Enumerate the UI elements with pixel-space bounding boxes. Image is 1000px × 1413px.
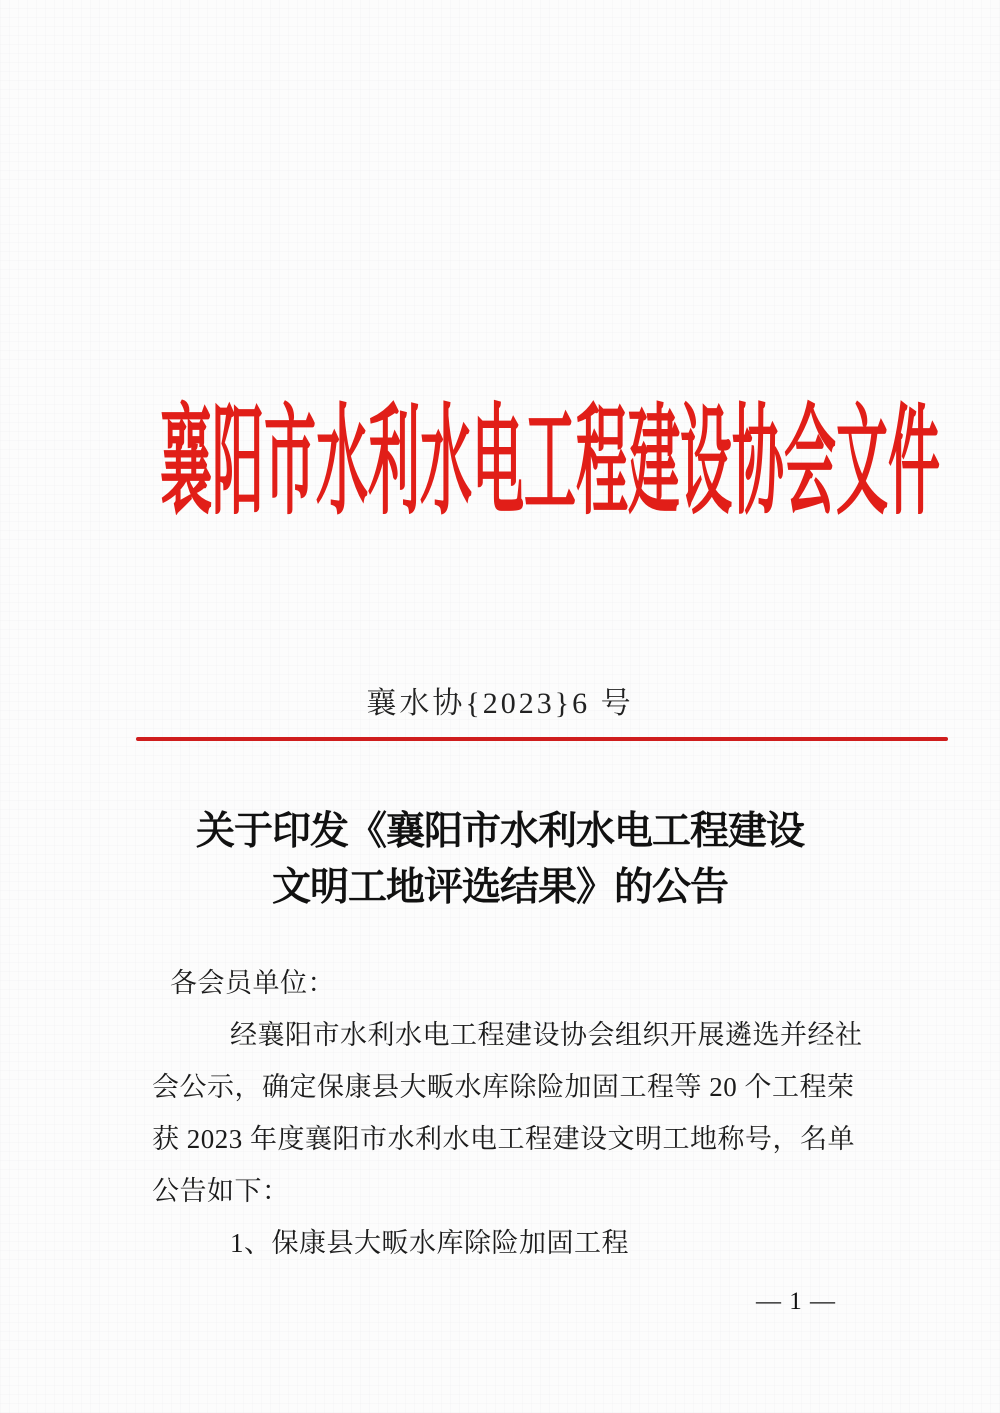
- document-body: [152, 957, 868, 1269]
- document-title-line-2: 文明工地评选结果》的公告: [271, 866, 728, 909]
- document-title-line-1: 关于印发《襄阳市水利水电工程建设: [195, 810, 804, 853]
- salutation: 各会员单位：: [170, 968, 335, 998]
- letterhead-title: 襄阳市水利水电工程建设协会文件: [160, 399, 941, 531]
- paragraph-line-3: 获 2023 年度襄阳市水利水电工程建设文明工地称号，名单: [152, 1124, 855, 1154]
- document-number: 襄水协{2023}6 号: [366, 687, 634, 720]
- page-number: — 1 —: [756, 1288, 836, 1315]
- list-item-1: 1、保康县大畈水库除险加固工程: [230, 1228, 629, 1258]
- paragraph-line-2: 会公示，确定保康县大畈水库除险加固工程等 20 个工程荣: [152, 1072, 855, 1102]
- paragraph-line-1: 经襄阳市水利水电工程建设协会组织开展遴选并经社: [230, 1020, 863, 1050]
- red-divider-line: [136, 737, 948, 741]
- letterhead: [160, 399, 950, 536]
- paragraph-line-4: 公告如下：: [152, 1176, 290, 1206]
- document-title: [0, 804, 1000, 916]
